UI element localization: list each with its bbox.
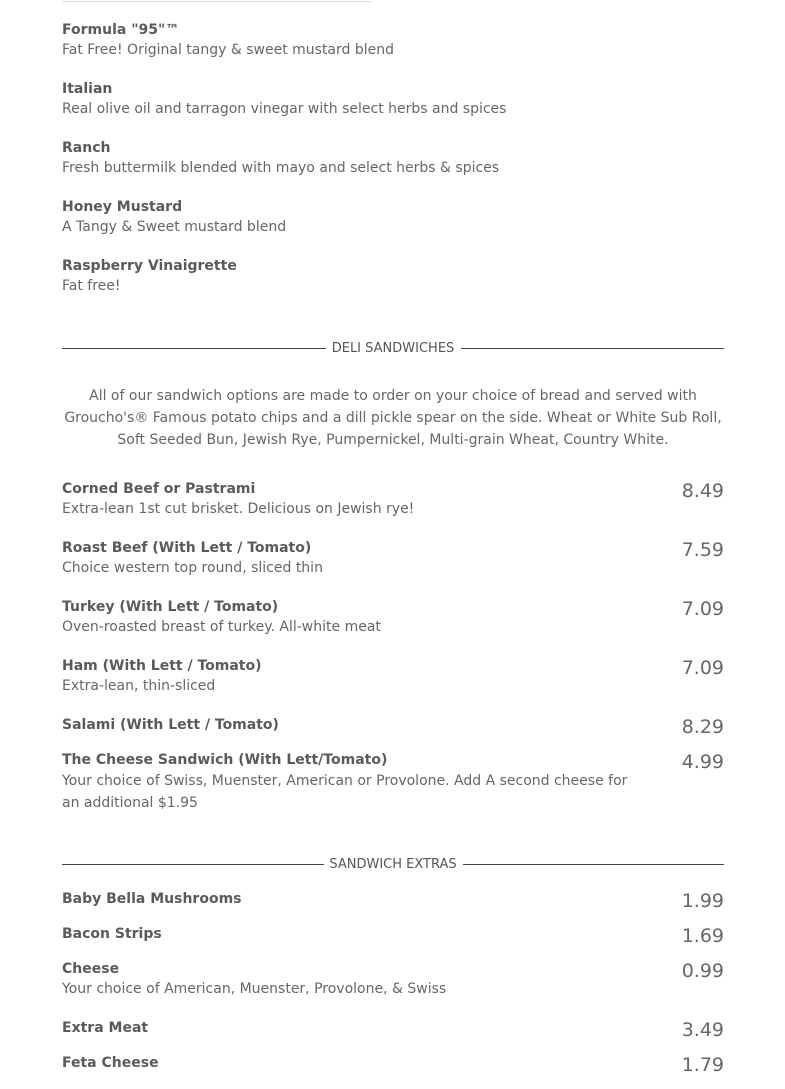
item-description: Your choice of American, Muenster, Provolone, & Swiss [62, 981, 447, 997]
section-heading-sandwich-extras [62, 855, 724, 875]
menu-item [62, 924, 724, 947]
menu-item [62, 597, 724, 637]
section-title: SANDWICH EXTRAS [329, 857, 457, 872]
divider-line [463, 864, 724, 865]
item-description: Choice western top round, sliced thin [62, 560, 323, 576]
item-price: 8.29 [681, 716, 724, 738]
item-price: 1.99 [681, 890, 724, 912]
cut-off-previous-content [62, 0, 372, 2]
item-description: Fresh buttermilk blended with mayo and select herbs & spices [62, 160, 500, 176]
menu-item [62, 538, 724, 578]
item-description: Fat free! [62, 278, 121, 294]
item-price: 7.59 [681, 539, 724, 561]
item-name: Feta Cheese [62, 1055, 159, 1071]
item-name: Salami (With Lett / Tomato) [62, 717, 279, 733]
menu-item-dressing [62, 20, 724, 60]
item-description: Fat Free! Original tangy & sweet mustard blend [62, 42, 395, 58]
menu-item [62, 959, 724, 999]
item-name: Cheese [62, 961, 120, 977]
menu-item [62, 715, 724, 738]
menu-item [62, 1018, 724, 1041]
item-price: 7.09 [681, 657, 724, 679]
item-name: Extra Meat [62, 1020, 149, 1036]
item-price: 3.49 [681, 1019, 724, 1041]
item-name: Baby Bella Mushrooms [62, 891, 242, 907]
item-description: A Tangy & Sweet mustard blend [62, 219, 287, 235]
menu-item [62, 656, 724, 696]
item-name: Honey Mustard [62, 199, 183, 215]
item-name: Bacon Strips [62, 926, 162, 942]
section-title: DELI SANDWICHES [331, 341, 455, 356]
item-name: Raspberry Vinaigrette [62, 258, 237, 274]
menu-item [62, 750, 724, 814]
menu-item [62, 479, 724, 519]
item-description: Your choice of Swiss, Muenster, American or Provolone. Add A second cheese for an additional $1.95 [62, 773, 628, 811]
section-heading-deli-sandwiches [62, 339, 724, 359]
item-price: 1.69 [681, 925, 724, 947]
item-description: Oven-roasted breast of turkey. All-white meat [62, 619, 381, 635]
divider-line [461, 348, 724, 349]
menu-item [62, 889, 724, 912]
menu-item-dressing [62, 138, 724, 178]
menu-item [62, 1053, 724, 1076]
item-name: Corned Beef or Pastrami [62, 481, 256, 497]
item-description: Extra-lean 1st cut brisket. Delicious on Jewish rye! [62, 501, 415, 517]
item-price: 4.99 [681, 751, 724, 773]
item-name: Ranch [62, 140, 111, 156]
item-name: Italian [62, 81, 113, 97]
section-intro: All of our sandwich options are made to order on your choice of bread and served with Groucho's® Famous potato chips and a dill pickle spear on the side. Wheat or White Sub Roll, Soft Seeded Bun, Jewish Rye, Pumpernickel, Multi-grain Wheat, Country White. [64, 388, 722, 448]
item-price: 7.09 [681, 598, 724, 620]
item-name: Roast Beef (With Lett / Tomato) [62, 540, 312, 556]
item-name: Turkey (With Lett / Tomato) [62, 599, 279, 615]
item-description: Real olive oil and tarragon vinegar with select herbs and spices [62, 101, 507, 117]
item-description: Extra-lean, thin-sliced [62, 678, 216, 694]
item-name: Ham (With Lett / Tomato) [62, 658, 262, 674]
item-price: 0.99 [681, 960, 724, 982]
item-price: 1.79 [681, 1054, 724, 1076]
item-name: Formula "95"™ [62, 22, 180, 38]
item-name: The Cheese Sandwich (With Lett/Tomato) [62, 752, 388, 768]
menu-item-dressing [62, 256, 724, 296]
item-price: 8.49 [681, 480, 724, 502]
menu-item-dressing [62, 79, 724, 119]
menu-item-dressing [62, 197, 724, 237]
